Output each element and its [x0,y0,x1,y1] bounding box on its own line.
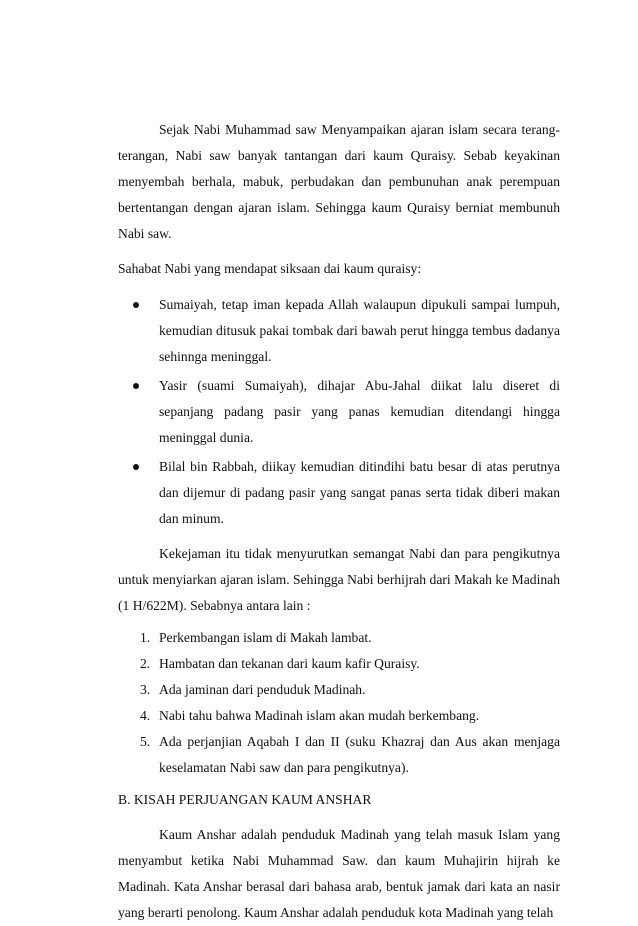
list-item [118,677,560,703]
section-heading: B. KISAH PERJUANGAN KAUM ANSHAR [118,792,372,807]
list-item [118,373,560,451]
anshar-paragraph: Kaum Anshar adalah penduduk Madinah yang telah masuk Islam yang menyambut ketika Nabi Muhammad Saw. dan kaum Muhajirin hijrah ke Madinah. Kata Anshar berasal dari bahasa arab, bentuk jamak dari kata an nasir yang berarti penolong. Kaum Anshar adalah penduduk kota Madinah yang telah [118,827,560,920]
list-item-text: Bilal bin Rabbah, diikay kemudian ditindihi batu besar di atas perutnya dan dijemur di padang pasir yang sangat panas serta tidak diberi makan dan minum. [159,459,560,526]
bullet-icon [133,464,139,470]
sebab-list [118,625,560,781]
list-item [118,703,560,729]
list-item-text: Hambatan dan tekanan dari kaum kafir Quraisy. [159,656,420,671]
list-item-text: Nabi tahu bahwa Madinah islam akan mudah berkembang. [159,708,480,723]
list-item-text: Sumaiyah, tetap iman kepada Allah walaupun dipukuli sampai lumpuh, kemudian ditusuk pakai tombak dari bawah perut hingga tembus dadanya sehinnga meninggal. [159,297,560,364]
list-number: 1. [140,630,151,645]
list-number: 3. [140,682,151,697]
list-item-text: Ada perjanjian Aqabah I dan II (suku Khazraj dan Aus akan menjaga keselamatan Nabi saw dan para pengikutnya). [159,734,560,775]
intro-paragraph: Sejak Nabi Muhammad saw Menyampaikan ajaran islam secara terang-terangan, Nabi saw banyak tantangan dari kaum Quraisy. Sebab keyakinan menyembah berhala, mabuk, perbudakan dan pembunuhan anak perempuan bertentangan dengan ajaran islam. Sehingga kaum Quraisy berniat membunuh Nabi saw. [118,122,560,241]
list-item-text: Yasir (suami Sumaiyah), dihajar Abu-Jahal diikat lalu diseret di sepanjang padang pasir yang panas kemudian ditendangi hingga meninggal dunia. [159,378,560,445]
page-content [118,117,560,926]
list-item-text: Ada jaminan dari penduduk Madinah. [159,682,366,697]
list-number: 5. [140,734,151,749]
list-item [118,292,560,370]
bullet-icon [133,383,139,389]
list-item-text: Perkembangan islam di Makah lambat. [159,630,372,645]
list-item [118,729,560,781]
list-number: 2. [140,656,151,671]
list-item [118,651,560,677]
list-number: 4. [140,708,151,723]
bullet-icon [133,302,139,308]
hijrah-paragraph: Kekejaman itu tidak menyurutkan semangat Nabi dan para pengikutnya untuk menyiarkan ajaran islam. Sehingga Nabi berhijrah dari Makah ke Madinah (1 H/622M). Sebabnya antara lain : [118,546,560,613]
list-item [118,625,560,651]
list-item [118,454,560,532]
sahabat-intro: Sahabat Nabi yang mendapat siksaan dai kaum quraisy: [118,261,422,276]
sahabat-list [118,292,560,532]
